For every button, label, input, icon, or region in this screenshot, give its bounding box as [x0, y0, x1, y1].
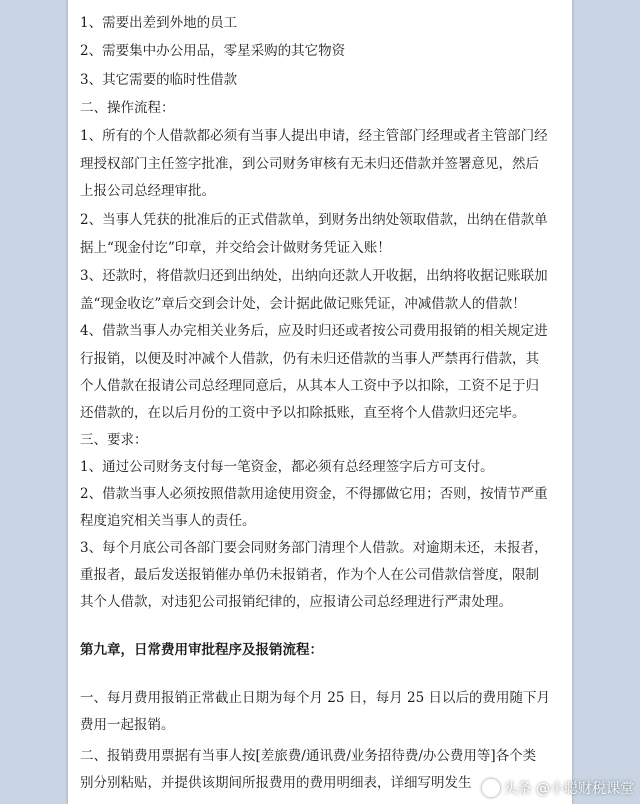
- watermark-logo-icon: [482, 779, 500, 797]
- doc-line-6: 理授权部门主任签字批准，到公司财务审核有无未归还借款并签署意见，然后: [80, 156, 539, 172]
- doc-line-4: 二、操作流程：: [80, 100, 175, 116]
- chapter-heading: 第九章，日常费用审批程序及报销流程：: [80, 642, 323, 658]
- doc-line-25: 费用一起报销。: [80, 717, 175, 733]
- doc-line-26: 二、报销费用票据有当事人按[差旅费/通讯费/业务招待费/办公费用等]各个类: [80, 748, 537, 764]
- doc-line-9: 据上“现金付讫”印章，并交给会计做财务凭证入账！: [80, 240, 391, 256]
- doc-line-7: 上报公司总经理审批。: [80, 183, 215, 199]
- doc-line-12: 4、借款当事人办完相关业务后，应及时归还或者按公司费用报销的相关规定进: [80, 323, 548, 339]
- doc-line-21: 重报者，最后发送报销催办单仍未报销者，作为个人在公司借款信誉度，限制: [80, 567, 539, 583]
- doc-line-20: 3、每个月底公司各部门要会同财务部门清理个人借款。对逾期未还，未报者，: [80, 540, 548, 556]
- doc-line-1: 1、需要出差到外地的员工: [80, 15, 238, 31]
- doc-line-14: 个人借款在报请公司总经理同意后，从其本人工资中予以扣除，工资不足于归: [80, 378, 539, 394]
- doc-line-27: 别分别粘贴，并提供该期间所报费用的费用明细表，详细写明发生: [80, 775, 472, 791]
- doc-line-16: 三、要求：: [80, 432, 148, 448]
- doc-line-17: 1、通过公司财务支付每一笔资金，都必须有总经理签字后方可支付。: [80, 459, 494, 475]
- doc-line-24: 一、每月费用报销正常截止日期为每个月 25 日，每月 25 日以后的费用随下月: [80, 690, 551, 706]
- doc-line-5: 1、所有的个人借款都必须有当事人提出申请，经主管部门经理或者主管部门经: [80, 128, 548, 144]
- doc-line-19: 程度追究相关当事人的责任。: [80, 513, 256, 529]
- doc-line-3: 3、其它需要的临时性借款: [80, 72, 238, 88]
- watermark-text: 头条 @小聪财税课堂: [503, 781, 634, 797]
- doc-line-15: 还借款的，在以后月份的工资中予以扣除抵账，直至将个人借款归还完毕。: [80, 405, 526, 421]
- doc-line-8: 2、当事人凭获的批准后的正式借款单，到财务出纳处领取借款，出纳在借款单: [80, 212, 548, 228]
- document-page: [68, 0, 572, 804]
- watermark: [482, 778, 634, 798]
- doc-line-11: 盖“现金收讫”章后交到会计处，会计据此做记账凭证，冲减借款人的借款！: [80, 296, 526, 312]
- doc-line-10: 3、还款时，将借款归还到出纳处，出纳向还款人开收据，出纳将收据记账联加: [80, 268, 548, 284]
- doc-line-2: 2、需要集中办公用品，零星采购的其它物资: [80, 43, 346, 59]
- doc-line-18: 2、借款当事人必须按照借款用途使用资金，不得挪做它用；否则，按情节严重: [80, 486, 548, 502]
- doc-line-13: 行报销，以便及时冲减个人借款，仍有未归还借款的当事人严禁再行借款，其: [80, 351, 539, 367]
- doc-line-22: 其个人借款，对违犯公司报销纪律的，应报请公司总经理进行严肃处理。: [80, 594, 512, 610]
